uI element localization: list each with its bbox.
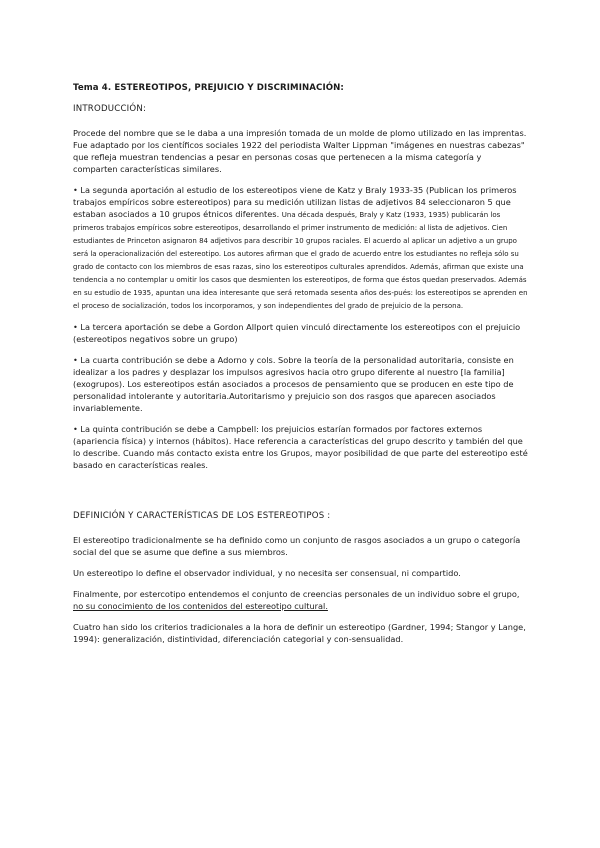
paragraph-second-detail: Una década después, Braly y Katz (1933, 1935) publicarán los primeros trabajos empíricos sobre estereotipos, desarrollando el primer instrumento de medición: al lista de adjetivos. Cien estudiantes de Princeton asignaron 84 adjetivos para describir 10 grupos raciales. El acuerdo al aplicar un adjetivo a un grupo será la operacionalización del estereotipo. Los autores afirman que el grado de acuerdo entre los estudiantes no refleja sólo su grado de contacto con los miembros de esas razas, sino los estereotipos culturales aprendidos. Además, afirman que existe una tendencia a no contemplar u omitir los casos que desmienten los estereotipos, de forma que éstos quedan preservados. Además en su estudio de 1935, apuntan una idea interesante que será retomada sesenta años des-pués: los estereotipos se aprenden en el proceso de socialización, todos los incorporamos, y son independientes del grado de prejuicio de la persona. — [73, 211, 528, 310]
definition-paragraph-4: Cuatro han sido los criterios tradicionales a la hora de definir un estereotipo (Gardner, 1994; Stangor y Lange, 1994): generalización, distintividad, diferenciación categorial y con-sensualidad. — [73, 622, 526, 644]
definition-paragraph-3 — [73, 588, 528, 612]
definition-heading: DEFINICIÓN Y CARACTERÍSTICAS DE LOS ESTEREOTIPOS : — [73, 511, 331, 521]
definition-paragraph-3-main: Finalmente, por estercotipo entendemos el conjunto de creencias personales de un individuo sobre el grupo, — [73, 589, 520, 599]
intro-heading: INTRODUCCIÓN: — [73, 104, 147, 114]
paragraph-fourth-contribution: • La cuarta contribución se debe a Adorno y cols. Sobre la teoría de la personalidad autoritaria, consiste en idealizar a los padres y desplazar los impulsos agresivos hacia otro grupo diferente al nuestro [la familia](exogrupos). Los estereotipos están asociados a procesos de pensamiento que se producen en este tipo de personalidad intolerante y autoritaria.Autoritarismo y prejuicio son dos rasgos que aparecen asociados invariablemente. — [73, 355, 514, 413]
definition-paragraph-1: El estereotipo tradicionalmente se ha definido como un conjunto de rasgos asociados a un grupo o categoría social del que se asume que define a sus miembros. — [73, 535, 521, 557]
paragraph-second-contribution — [73, 184, 528, 312]
definition-paragraph-2: Un estereotipo lo define el observador individual, y no necesita ser consensual, ni compartido. — [73, 568, 461, 578]
section-spacer — [73, 480, 528, 510]
document-title: Tema 4. ESTEREOTIPOS, PREJUICIO Y DISCRIMINACIÓN: — [73, 83, 344, 93]
intro-paragraph: Procede del nombre que se le daba a una impresión tomada de un molde de plomo utilizado en las imprentas. Fue adaptado por los científicos sociales 1922 del periodista Walter Lippman "imágenes en nuestras cabezas" que refleja muestran tendencias a pesar en personas cosas que pertenecen a la misma categoría y comparten características similares. — [73, 128, 527, 174]
paragraph-fifth-contribution: • La quinta contribución se debe a Campbell: los prejuicios estarían formados por factores externos (apariencia física) y internos (hábitos). Hace referencia a características del grupo descrito y también del que lo describe. Cuando más contacto exista entre los Grupos, mayor posibilidad de que parte del estereotipo esté basado en características reales. — [73, 424, 528, 470]
paragraph-second-main: • La segunda aportación al estudio de los estereotipos viene de Katz y Braly 1933-35 (Publican los primeros trabajos empíricos sobre estereotipos) para su medición utilizan listas de adjetivos 84 seleccionaron 5 que estaban asociados a 10 grupos étnicos diferentes. — [73, 185, 517, 219]
document-page — [73, 82, 528, 654]
paragraph-third-contribution: • La tercera aportación se debe a Gordon Allport quien vinculó directamente los estereotipos con el prejuicio (estereotipos negativos sobre un grupo) — [73, 322, 521, 344]
definition-paragraph-3-underlined: no su conocimiento de los contenidos del estereotipo cultural. — [73, 601, 328, 611]
